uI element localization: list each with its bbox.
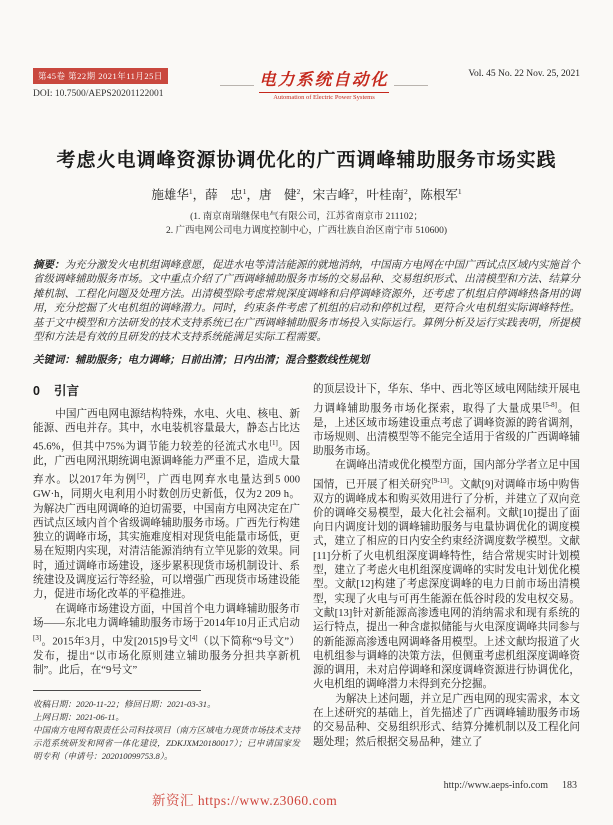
abstract-block [33, 259, 580, 345]
header-right [430, 66, 580, 79]
affiliations [33, 210, 580, 238]
paragraph-right-3: 为解决上述问题，并立足广西电网的现实需求，本文在上述研究的基础上，首先描述了广西调峰辅助服务市场的交易品种、交易组织形式、结算分摊机制以及工程化问题处理；然后根据交易品种，建立了 [313, 693, 580, 748]
journal-name-cn: 电力系统自动化 [259, 66, 389, 93]
author-name: 薛 忠 [205, 188, 243, 202]
author-name: 陈根军 [420, 188, 458, 202]
journal-header [33, 0, 580, 101]
keywords-label: 关键词： [33, 355, 75, 367]
body-columns [33, 383, 580, 763]
section-title: 引言 [53, 384, 79, 399]
journal-logo [220, 66, 428, 101]
author-name: 施雄华 [151, 188, 189, 202]
paragraph-right-2: 在调峰出清或优化模型方面，国内部分学者立足中国国情，已开展了相关研究[9-13]。文献[9]对调峰市场中购售双方的调峰成本和购买效用进行了分析，并建立了双向竞价的调峰交易模型，最大化社会福利。文献[10]提出了面向日内调度计划的调峰辅助服务与电量协调优化的调度模式，建立了相应的日内安全约束经济调度数学模型。文献[11]分析了火电机组深度调峰特性，结合常规实时计划模型，建立了考虑火电机组深度调峰的实时发电计划优化模型。文献[12]构建了考虑深度调峰的电力日前市场出清模型，实现了火电与可再生能源在低谷时段的发电权交易。文献[13]针对新能源高渗透电网的消纳需求和现有系统的运行特点，提出一种含虚拟储能与火电深度调峰共同参与的新能源高渗透电网调峰备用模型。上述文献均报道了火电机组参与调峰的决策方法，但侧重考虑机组深度调峰资源的调用，未对启停调峰和深度调峰资源进行协调优化，火电机组的调峰潜力未得到充分挖掘。 [313, 460, 580, 691]
right-column [313, 383, 580, 763]
footnote-online: 上网日期：2021-06-11。 [33, 711, 125, 722]
issue-badge: 第45卷 第22期 2021年11月25日 [33, 68, 168, 84]
paper-title: 考虑火电调峰资源协调优化的广西调峰辅助服务市场实践 [56, 150, 557, 171]
paragraph-right-1: 的顶层设计下，华东、华中、西北等区域电网陆续开展电力调峰辅助服务市场化探索，取得了大量成果[5-8]。但是，上述区域市场建设重点考虑了调峰资源的跨省调剂，市场规则、出清模型等不能完全适用于省级的广西调峰辅助服务市场。 [313, 384, 580, 458]
abstract-text: 为充分激发火电机组调峰意愿，促进水电等清洁能源的就地消纳，中国南方电网在中国广西试点区域内实施首个省级调峰辅助服务市场。文中重点介绍了广西调峰辅助服务市场的交易品种、交易组织形式、出清模型和方法、结算分摊机制、工程化问题及处理方法。出清模型除考虑常规深度调峰和启停调峰资源外，还考虑了机组启停调峰热备用的调用，充分挖掘了火电机组的调峰潜力。同时，约束条件考虑了机组的启动和停机过程，更符合火电机组实际调峰特性。基于文中模型和方法研发的技术支持系统已在广西调峰辅助服务市场投入实际运行。算例分析及运行实践表明，所提模型和方法是有效的且研发的技术支持系统能满足实际工程需要。 [33, 260, 581, 344]
paragraph-left-1: 中国广西电网电源结构特殊，水电、火电、核电、新能源、西电并存。其中，水电装机容量最大，静态占比达45.6%，但其中75%为调节能力较差的径流式水电[1]。因此，广西电网汛期统调电源调峰能力严重不足，造成大量弃水。以2017年为例[2]，广西电网弃水电量达到5 000 GW·h，同期火电利用小时数创历史新低，仅为2 209 h。为解决广西电网调峰的迫切需要，中国南方电网决定在广西试点区域内首个省级调峰辅助服务市场。广西先行构建独立的调峰市场，其实施难度相对现货电能量市场低，更易在短期内实现，对清洁能源消纳有立竿见影的效果。同时，通过调峰市场建设，逐步累积现货市场机制设计、系统建设及调度运行等经验，可以增强广西现货市场建设能力，促进市场化改革的平稳推进。 [33, 408, 301, 601]
footnote-separator [33, 690, 201, 691]
author-name: 叶桂南 [366, 188, 405, 202]
watermark-text: 新资汇 https://www.z3060.com [152, 793, 338, 808]
section-heading-intro [33, 384, 300, 398]
doi-text: DOI: 10.7500/AEPS20201122001 [33, 89, 164, 99]
abstract-label: 摘要： [33, 260, 65, 271]
keywords-block [33, 352, 580, 367]
keywords-text: 辅助服务；电力调峰；日前出清；日内出清；混合整数线性规划 [75, 355, 369, 367]
affiliation-line-1: (1. 南京南瑞继保电气有限公司，江苏省南京市 211102； [190, 212, 423, 222]
footnote-received: 收稿日期：2020-11-22；修回日期：2021-03-31。 [33, 698, 216, 709]
logo-text-block [254, 66, 394, 101]
author-name: 宋吉峰 [312, 188, 351, 202]
left-column [33, 383, 300, 763]
section-number: 0 [33, 384, 40, 399]
logo-rule-left [220, 85, 254, 86]
footnote-funding: 中国南方电网有限责任公司科技项目（南方区域电力现货市场技术支持示范系统研发和网省一体化建设，ZDKJXM20180017）；已申请国家发明专利（申请号：202010099753.8）。 [33, 725, 300, 762]
authors-line: 施雄华$^1$，薛 忠$^1$，唐 健$^2$，宋吉峰$^2$，叶桂南$^2$，陈根军$^1$ [151, 186, 462, 202]
header-left [33, 66, 218, 99]
volume-info: Vol. 45 No. 22 Nov. 25, 2021 [468, 69, 580, 79]
page-number: 183 [562, 780, 577, 791]
author-name: 唐 健 [258, 188, 297, 202]
affiliation-line-2: 2. 广西电网公司电力调度控制中心，广西壮族自治区南宁市 510600) [165, 226, 448, 236]
journal-name-en: Automation of Electric Power Systems [273, 94, 375, 101]
footnotes-block [33, 698, 300, 764]
footer-url: http://www.aeps-info.com [443, 780, 548, 791]
page-footer [444, 780, 577, 791]
paragraph-left-2: 在调峰市场建设方面，中国首个电力调峰辅助服务市场——东北电力调峰辅助服务市场于2014年10月正式启动[3]。2015年3月，中发[2015]9号文[4]（以下简称“9号文”）发布，提出“以市场化原则建立辅助服务分担共享新机制”。此后，在“9号文” [33, 603, 300, 677]
logo-rule-right [394, 85, 428, 86]
header-center [218, 66, 430, 101]
